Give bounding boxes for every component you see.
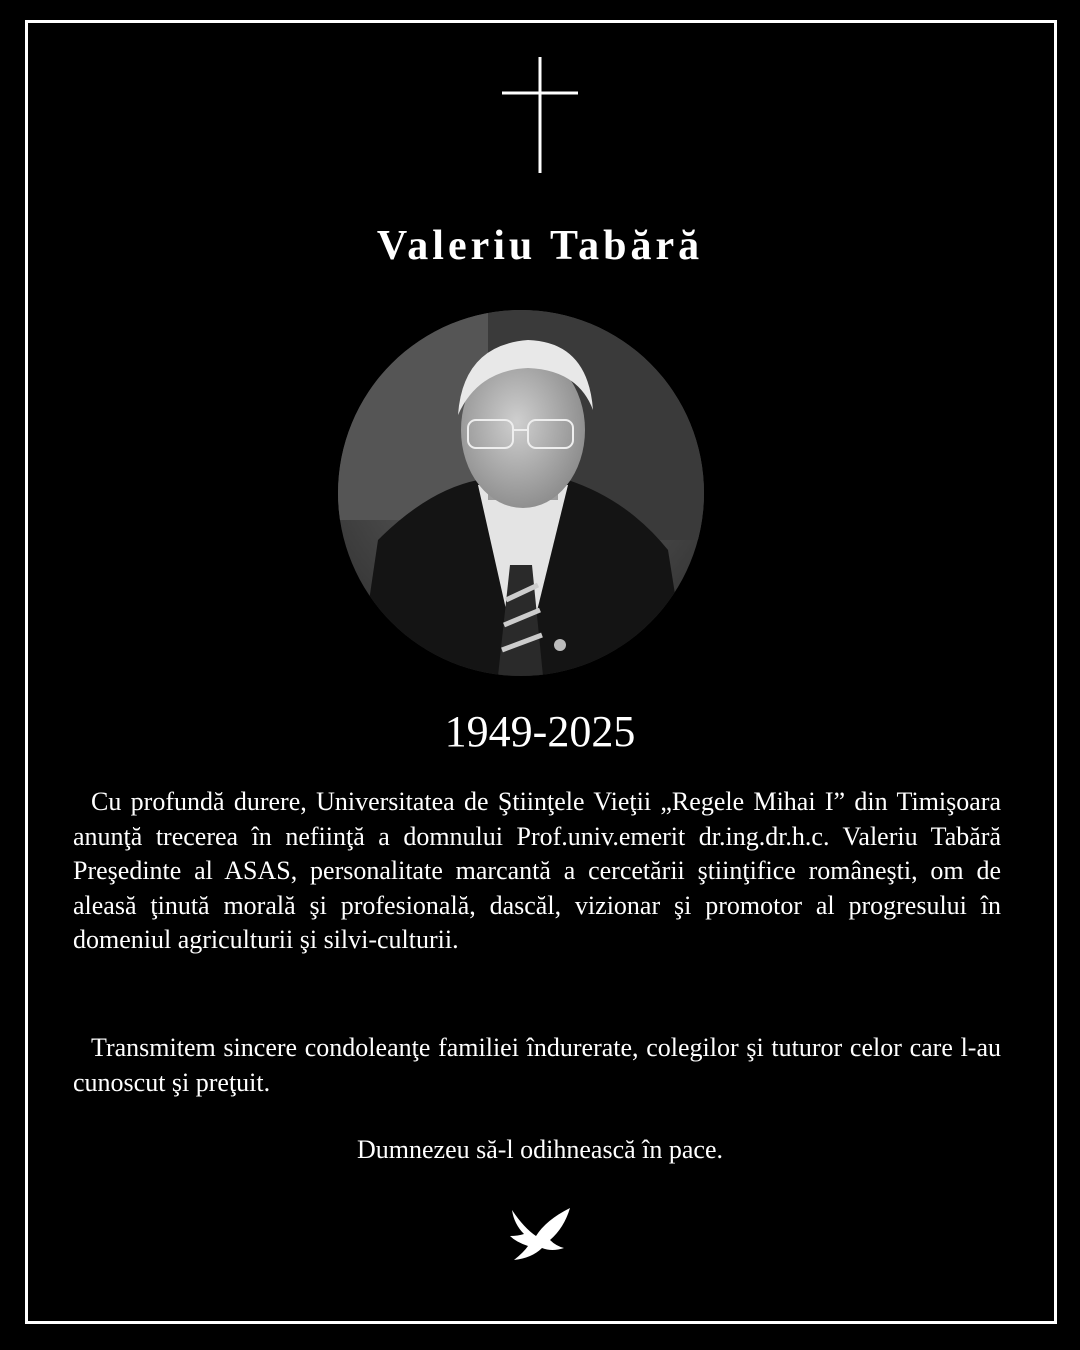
closing-prayer: Dumnezeu să-l odihnească în pace. (356, 1135, 723, 1164)
portrait-photo (338, 310, 704, 676)
cross-icon (500, 55, 580, 175)
condolences-paragraph: Transmitem sincere condoleanţe familiei îndurerate, colegilor şi tuturor celor care l-au cunoscut şi preţuit. (73, 1033, 1001, 1097)
life-years: 1949-2025 (444, 707, 636, 756)
announcement-paragraph: Cu profundă durere, Universitatea de Ştiinţele Vieţii „Regele Mihai I” din Timişoara anunţă trecerea în nefiinţă a domnului Prof.univ.emerit dr.ing.dr.h.c. Valeriu Tabără Preşedinte al ASAS, personalitate marcantă a cercetării ştiinţifice româneşti, om de aleasă ţinută morală şi profesională, dascăl, vizionar şi promotor al progresului în domeniul agriculturii şi silvi-culturii. (73, 787, 1001, 954)
dove-icon (506, 1206, 576, 1264)
deceased-name: Valeriu Tabără (376, 223, 704, 269)
